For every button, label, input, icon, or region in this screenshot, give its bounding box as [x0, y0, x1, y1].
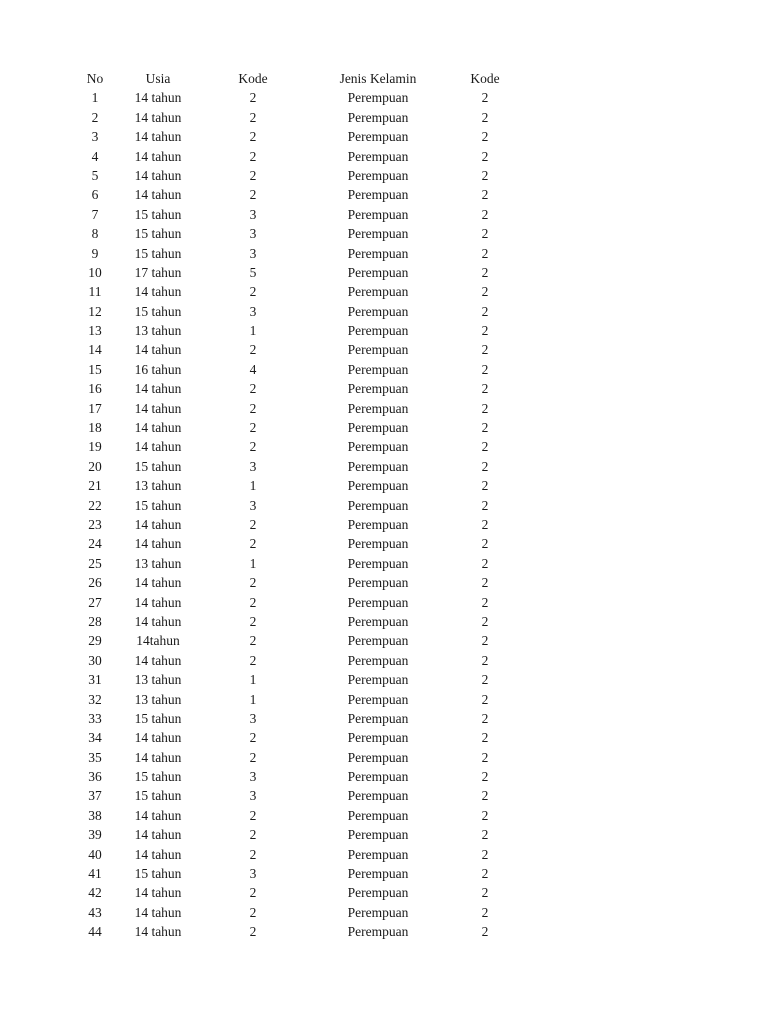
cell-kode-jk: 2: [481, 633, 489, 649]
table-row: [0, 263, 768, 282]
cell-jenis-kelamin: Perempuan: [347, 691, 409, 707]
cell-kode-jk: 2: [481, 439, 489, 455]
cell-usia: 13 tahun: [134, 691, 182, 707]
cell-kode-jk: 2: [481, 342, 489, 358]
cell-usia: 14 tahun: [134, 148, 182, 164]
cell-kode-usia: 2: [249, 167, 257, 183]
cell-kode-jk: 2: [481, 594, 489, 610]
table-row: [0, 496, 768, 515]
cell-jenis-kelamin: Perempuan: [347, 885, 409, 901]
cell-jenis-kelamin: Perempuan: [347, 420, 409, 436]
cell-no: 18: [88, 420, 102, 436]
cell-usia: 15 tahun: [134, 710, 182, 726]
cell-jenis-kelamin: Perempuan: [347, 458, 409, 474]
cell-kode-usia: 3: [249, 303, 257, 319]
cell-no: 41: [88, 866, 102, 882]
cell-kode-usia: 2: [249, 536, 257, 552]
cell-no: 2: [91, 109, 99, 125]
cell-jenis-kelamin: Perempuan: [347, 90, 409, 106]
cell-usia: 14 tahun: [134, 730, 182, 746]
cell-kode-usia: 2: [249, 342, 257, 358]
cell-jenis-kelamin: Perempuan: [347, 652, 409, 668]
cell-jenis-kelamin: Perempuan: [347, 109, 409, 125]
cell-usia: 14 tahun: [134, 129, 182, 145]
table-row: [0, 728, 768, 747]
cell-kode-usia: 3: [249, 788, 257, 804]
cell-usia: 15 tahun: [134, 303, 182, 319]
table-row: [0, 651, 768, 670]
cell-jenis-kelamin: Perempuan: [347, 206, 409, 222]
cell-usia: 14 tahun: [134, 342, 182, 358]
cell-usia: 17 tahun: [134, 264, 182, 280]
cell-no: 14: [88, 342, 102, 358]
cell-kode-usia: 2: [249, 613, 257, 629]
cell-no: 35: [88, 749, 102, 765]
cell-kode-jk: 2: [481, 516, 489, 532]
cell-usia: 14 tahun: [134, 613, 182, 629]
cell-jenis-kelamin: Perempuan: [347, 924, 409, 940]
table-row: [0, 457, 768, 476]
cell-jenis-kelamin: Perempuan: [347, 497, 409, 513]
cell-usia: 14 tahun: [134, 420, 182, 436]
cell-no: 6: [91, 187, 99, 203]
cell-no: 24: [88, 536, 102, 552]
cell-no: 15: [88, 361, 102, 377]
cell-kode-usia: 2: [249, 381, 257, 397]
cell-usia: 14 tahun: [134, 400, 182, 416]
cell-jenis-kelamin: Perempuan: [347, 749, 409, 765]
cell-no: 4: [91, 148, 99, 164]
cell-kode-usia: 3: [249, 245, 257, 261]
cell-kode-usia: 1: [249, 691, 257, 707]
cell-kode-usia: 2: [249, 885, 257, 901]
cell-jenis-kelamin: Perempuan: [347, 516, 409, 532]
cell-usia: 14 tahun: [134, 807, 182, 823]
table-row: [0, 205, 768, 224]
cell-kode-usia: 2: [249, 148, 257, 164]
cell-jenis-kelamin: Perempuan: [347, 827, 409, 843]
cell-no: 1: [91, 90, 99, 106]
table-row: [0, 437, 768, 456]
cell-kode-jk: 2: [481, 846, 489, 862]
cell-usia: 15 tahun: [134, 769, 182, 785]
cell-kode-usia: 1: [249, 555, 257, 571]
table-body: [0, 88, 768, 941]
cell-kode-usia: 1: [249, 478, 257, 494]
cell-jenis-kelamin: Perempuan: [347, 788, 409, 804]
cell-usia: 14 tahun: [134, 924, 182, 940]
cell-no: 39: [88, 827, 102, 843]
table-row: [0, 166, 768, 185]
cell-kode-usia: 2: [249, 807, 257, 823]
cell-kode-jk: 2: [481, 90, 489, 106]
table-row: [0, 282, 768, 301]
cell-kode-usia: 3: [249, 710, 257, 726]
table-row: [0, 127, 768, 146]
cell-kode-jk: 2: [481, 303, 489, 319]
table-row: [0, 845, 768, 864]
table-row: [0, 612, 768, 631]
cell-kode-jk: 2: [481, 613, 489, 629]
cell-usia: 13 tahun: [134, 478, 182, 494]
cell-jenis-kelamin: Perempuan: [347, 187, 409, 203]
cell-kode-usia: 2: [249, 439, 257, 455]
cell-jenis-kelamin: Perempuan: [347, 769, 409, 785]
cell-usia: 14 tahun: [134, 846, 182, 862]
cell-kode-jk: 2: [481, 672, 489, 688]
cell-kode-jk: 2: [481, 575, 489, 591]
cell-jenis-kelamin: Perempuan: [347, 303, 409, 319]
cell-usia: 14 tahun: [134, 536, 182, 552]
header-usia: Usia: [145, 71, 171, 86]
cell-kode-usia: 2: [249, 420, 257, 436]
table-row: [0, 185, 768, 204]
cell-kode-usia: 2: [249, 594, 257, 610]
cell-no: 23: [88, 516, 102, 532]
cell-no: 20: [88, 458, 102, 474]
table-row: [0, 244, 768, 263]
table-row: [0, 534, 768, 553]
cell-kode-usia: 2: [249, 90, 257, 106]
cell-usia: 13 tahun: [134, 672, 182, 688]
cell-kode-jk: 2: [481, 827, 489, 843]
cell-kode-usia: 3: [249, 769, 257, 785]
cell-kode-jk: 2: [481, 866, 489, 882]
cell-usia: 14 tahun: [134, 109, 182, 125]
cell-no: 43: [88, 904, 102, 920]
cell-jenis-kelamin: Perempuan: [347, 613, 409, 629]
cell-kode-jk: 2: [481, 129, 489, 145]
cell-kode-jk: 2: [481, 924, 489, 940]
cell-kode-jk: 2: [481, 109, 489, 125]
cell-kode-usia: 2: [249, 652, 257, 668]
cell-kode-usia: 3: [249, 458, 257, 474]
cell-no: 31: [88, 672, 102, 688]
cell-jenis-kelamin: Perempuan: [347, 284, 409, 300]
table-row: [0, 864, 768, 883]
table-row: [0, 825, 768, 844]
cell-jenis-kelamin: Perempuan: [347, 400, 409, 416]
cell-jenis-kelamin: Perempuan: [347, 361, 409, 377]
table-row: [0, 340, 768, 359]
table-row: [0, 399, 768, 418]
cell-usia: 15 tahun: [134, 206, 182, 222]
cell-usia: 15 tahun: [134, 497, 182, 513]
table-row: [0, 515, 768, 534]
cell-jenis-kelamin: Perempuan: [347, 245, 409, 261]
cell-usia: 14tahun: [136, 633, 180, 649]
cell-jenis-kelamin: Perempuan: [347, 478, 409, 494]
cell-kode-usia: 1: [249, 672, 257, 688]
cell-no: 8: [91, 226, 99, 242]
cell-usia: 15 tahun: [134, 866, 182, 882]
cell-usia: 15 tahun: [134, 788, 182, 804]
cell-no: 26: [88, 575, 102, 591]
table-row: [0, 767, 768, 786]
cell-jenis-kelamin: Perempuan: [347, 226, 409, 242]
cell-kode-usia: 4: [249, 361, 257, 377]
cell-usia: 14 tahun: [134, 381, 182, 397]
cell-usia: 14 tahun: [134, 904, 182, 920]
header-kode-jk: Kode: [470, 71, 500, 86]
cell-no: 32: [88, 691, 102, 707]
cell-jenis-kelamin: Perempuan: [347, 439, 409, 455]
cell-usia: 14 tahun: [134, 284, 182, 300]
cell-kode-jk: 2: [481, 769, 489, 785]
cell-kode-jk: 2: [481, 284, 489, 300]
cell-usia: 14 tahun: [134, 516, 182, 532]
table-row: [0, 108, 768, 127]
cell-jenis-kelamin: Perempuan: [347, 167, 409, 183]
cell-kode-jk: 2: [481, 400, 489, 416]
cell-no: 7: [91, 206, 99, 222]
cell-jenis-kelamin: Perempuan: [347, 633, 409, 649]
cell-kode-usia: 5: [249, 264, 257, 280]
cell-no: 40: [88, 846, 102, 862]
cell-kode-jk: 2: [481, 788, 489, 804]
cell-no: 19: [88, 439, 102, 455]
cell-jenis-kelamin: Perempuan: [347, 575, 409, 591]
cell-kode-jk: 2: [481, 323, 489, 339]
cell-no: 13: [88, 323, 102, 339]
cell-no: 44: [88, 924, 102, 940]
cell-jenis-kelamin: Perempuan: [347, 129, 409, 145]
cell-jenis-kelamin: Perempuan: [347, 536, 409, 552]
cell-kode-jk: 2: [481, 148, 489, 164]
cell-usia: 16 tahun: [134, 361, 182, 377]
cell-no: 22: [88, 497, 102, 513]
cell-usia: 14 tahun: [134, 90, 182, 106]
cell-no: 37: [88, 788, 102, 804]
cell-jenis-kelamin: Perempuan: [347, 555, 409, 571]
cell-kode-usia: 2: [249, 575, 257, 591]
cell-no: 30: [88, 652, 102, 668]
cell-kode-usia: 2: [249, 284, 257, 300]
cell-usia: 13 tahun: [134, 323, 182, 339]
cell-jenis-kelamin: Perempuan: [347, 148, 409, 164]
table-row: [0, 670, 768, 689]
table-row: [0, 690, 768, 709]
cell-kode-jk: 2: [481, 420, 489, 436]
cell-kode-jk: 2: [481, 478, 489, 494]
cell-usia: 14 tahun: [134, 575, 182, 591]
cell-usia: 14 tahun: [134, 749, 182, 765]
table-row: [0, 806, 768, 825]
cell-no: 42: [88, 885, 102, 901]
table-row: [0, 554, 768, 573]
cell-kode-jk: 2: [481, 555, 489, 571]
cell-jenis-kelamin: Perempuan: [347, 846, 409, 862]
cell-no: 36: [88, 769, 102, 785]
cell-kode-usia: 2: [249, 730, 257, 746]
table-row: [0, 593, 768, 612]
cell-kode-jk: 2: [481, 245, 489, 261]
cell-kode-usia: 2: [249, 924, 257, 940]
cell-kode-jk: 2: [481, 885, 489, 901]
cell-usia: 15 tahun: [134, 226, 182, 242]
cell-jenis-kelamin: Perempuan: [347, 866, 409, 882]
table-row: [0, 302, 768, 321]
cell-no: 9: [91, 245, 99, 261]
table-row: [0, 321, 768, 340]
cell-kode-usia: 3: [249, 206, 257, 222]
cell-jenis-kelamin: Perempuan: [347, 264, 409, 280]
cell-usia: 15 tahun: [134, 245, 182, 261]
table-row: [0, 903, 768, 922]
cell-no: 16: [88, 381, 102, 397]
cell-jenis-kelamin: Perempuan: [347, 730, 409, 746]
cell-kode-usia: 2: [249, 633, 257, 649]
header-jenis-kelamin: Jenis Kelamin: [339, 71, 417, 86]
cell-kode-jk: 2: [481, 167, 489, 183]
cell-kode-jk: 2: [481, 458, 489, 474]
cell-no: 34: [88, 730, 102, 746]
cell-kode-usia: 2: [249, 516, 257, 532]
cell-kode-jk: 2: [481, 652, 489, 668]
cell-kode-usia: 2: [249, 400, 257, 416]
header-kode-usia: Kode: [238, 71, 268, 86]
cell-no: 27: [88, 594, 102, 610]
cell-kode-jk: 2: [481, 749, 489, 765]
cell-no: 25: [88, 555, 102, 571]
cell-kode-usia: 1: [249, 323, 257, 339]
table-row: [0, 418, 768, 437]
cell-jenis-kelamin: Perempuan: [347, 710, 409, 726]
cell-usia: 14 tahun: [134, 885, 182, 901]
cell-kode-jk: 2: [481, 904, 489, 920]
cell-no: 21: [88, 478, 102, 494]
cell-kode-usia: 2: [249, 827, 257, 843]
table-row: [0, 379, 768, 398]
cell-usia: 14 tahun: [134, 439, 182, 455]
cell-jenis-kelamin: Perempuan: [347, 904, 409, 920]
cell-usia: 14 tahun: [134, 652, 182, 668]
cell-no: 12: [88, 303, 102, 319]
cell-kode-jk: 2: [481, 361, 489, 377]
cell-kode-usia: 3: [249, 866, 257, 882]
cell-no: 11: [88, 284, 102, 300]
cell-no: 5: [91, 167, 99, 183]
cell-kode-jk: 2: [481, 710, 489, 726]
table-row: [0, 224, 768, 243]
table-row: [0, 476, 768, 495]
header-row: [0, 69, 768, 88]
table-row: [0, 883, 768, 902]
cell-no: 29: [88, 633, 102, 649]
cell-jenis-kelamin: Perempuan: [347, 342, 409, 358]
cell-kode-jk: 2: [481, 206, 489, 222]
cell-jenis-kelamin: Perempuan: [347, 807, 409, 823]
table-row: [0, 786, 768, 805]
cell-kode-jk: 2: [481, 497, 489, 513]
cell-usia: 14 tahun: [134, 594, 182, 610]
table-row: [0, 88, 768, 107]
cell-jenis-kelamin: Perempuan: [347, 672, 409, 688]
cell-usia: 14 tahun: [134, 187, 182, 203]
table-row: [0, 709, 768, 728]
cell-kode-jk: 2: [481, 536, 489, 552]
table-row: [0, 360, 768, 379]
cell-kode-jk: 2: [481, 807, 489, 823]
cell-usia: 14 tahun: [134, 827, 182, 843]
cell-no: 38: [88, 807, 102, 823]
cell-kode-usia: 2: [249, 749, 257, 765]
cell-no: 28: [88, 613, 102, 629]
cell-no: 17: [88, 400, 102, 416]
table-row: [0, 748, 768, 767]
header-no: No: [86, 71, 104, 86]
cell-kode-jk: 2: [481, 226, 489, 242]
cell-kode-jk: 2: [481, 264, 489, 280]
table-row: [0, 147, 768, 166]
cell-usia: 13 tahun: [134, 555, 182, 571]
table-row: [0, 631, 768, 650]
cell-kode-jk: 2: [481, 691, 489, 707]
cell-kode-usia: 2: [249, 129, 257, 145]
data-table: [0, 69, 768, 942]
cell-kode-usia: 2: [249, 109, 257, 125]
table-row: [0, 922, 768, 941]
cell-kode-usia: 2: [249, 187, 257, 203]
cell-no: 3: [91, 129, 99, 145]
cell-kode-jk: 2: [481, 187, 489, 203]
cell-jenis-kelamin: Perempuan: [347, 594, 409, 610]
cell-usia: 15 tahun: [134, 458, 182, 474]
cell-jenis-kelamin: Perempuan: [347, 323, 409, 339]
table-row: [0, 573, 768, 592]
cell-kode-jk: 2: [481, 730, 489, 746]
cell-no: 33: [88, 710, 102, 726]
cell-kode-usia: 3: [249, 226, 257, 242]
cell-usia: 14 tahun: [134, 167, 182, 183]
cell-kode-jk: 2: [481, 381, 489, 397]
cell-no: 10: [88, 264, 102, 280]
cell-kode-usia: 3: [249, 497, 257, 513]
cell-kode-usia: 2: [249, 846, 257, 862]
cell-jenis-kelamin: Perempuan: [347, 381, 409, 397]
cell-kode-usia: 2: [249, 904, 257, 920]
